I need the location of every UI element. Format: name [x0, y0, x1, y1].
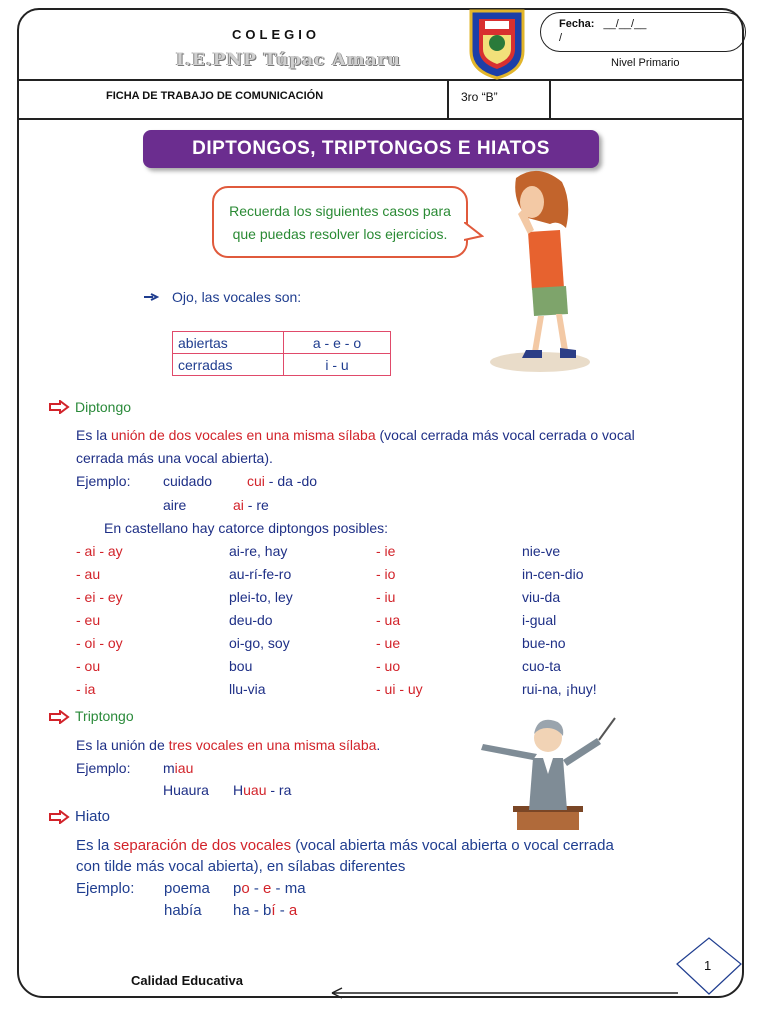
list-item: - ei - ey: [76, 589, 123, 605]
list-item: - ou: [76, 658, 101, 674]
arrow-icon: [48, 400, 70, 414]
vowel-letters-cell: i - u: [284, 354, 391, 376]
bubble-line-1: Recuerda los siguientes casos para: [229, 203, 451, 219]
example-rest: - ra: [266, 782, 292, 798]
list-item: llu-via: [229, 681, 266, 697]
definition-highlight: tres vocales en una misma sílaba: [168, 737, 377, 753]
example-rest: ha - b: [233, 902, 272, 919]
triptongo-heading: Triptongo: [75, 708, 134, 724]
example-highlight: ai: [233, 497, 244, 513]
list-item: bue-no: [522, 635, 566, 651]
list-item: i-gual: [522, 612, 557, 628]
example-highlight: e: [263, 880, 272, 897]
example-rest: p: [233, 880, 242, 897]
nivel-label: Nivel Primario: [611, 57, 680, 69]
definition-highlight: separación de dos vocales: [113, 837, 292, 854]
definition-text: Es la unión de: [76, 737, 169, 753]
example-rest: -: [249, 880, 264, 897]
definition-text: (vocal cerrada más vocal cerrada o vocal: [375, 427, 635, 443]
example-word: cuidado: [163, 473, 213, 489]
example-highlight: o: [241, 880, 250, 897]
grado-label: 3ro “B”: [461, 90, 498, 104]
list-item: in-cen-dio: [522, 566, 584, 582]
list-item: - iu: [376, 589, 396, 605]
example-word: había: [164, 902, 202, 919]
ejemplo-label: Ejemplo:: [76, 880, 135, 897]
example-highlight: cui: [247, 473, 265, 489]
diptongo-definition-line2: cerrada más una vocal abierta).: [76, 450, 273, 466]
school-crest-logo: [467, 7, 527, 81]
list-item: ai-re, hay: [229, 543, 288, 559]
example-word: aire: [163, 497, 187, 513]
bubble-tail: [464, 222, 484, 244]
definition-text: .: [376, 737, 381, 753]
list-item: - oi - oy: [76, 635, 123, 651]
table-row: [173, 332, 391, 354]
example-syllables: [233, 782, 291, 798]
list-item: rui-na, ¡huy!: [522, 681, 597, 697]
list-item: - au: [76, 566, 101, 582]
ejemplo-label: Ejemplo:: [76, 760, 131, 776]
list-item: - eu: [76, 612, 101, 628]
fecha-label: Fecha:: [559, 18, 595, 30]
list-item: deu-do: [229, 612, 273, 628]
example-rest: H: [233, 782, 244, 798]
list-item: cuo-ta: [522, 658, 561, 674]
table-row: [173, 354, 391, 376]
fecha-slash: /: [559, 32, 563, 44]
example-syllables: [233, 497, 269, 513]
example-rest: - da -do: [264, 473, 318, 489]
vowel-letters-cell: a - e - o: [284, 332, 391, 354]
hiato-heading: Hiato: [75, 808, 111, 825]
page-number: 1: [704, 958, 712, 973]
pointing-hand-icon: [143, 292, 159, 302]
hiato-definition-line2: con tilde más vocal abierta), en sílabas diferentes: [76, 858, 406, 875]
speech-bubble: [212, 186, 468, 258]
list-item: - io: [376, 566, 396, 582]
list-item: - ua: [376, 612, 401, 628]
example-syllables: [233, 902, 297, 919]
bubble-line-2: que puedas resolver los ejercicios.: [232, 226, 448, 242]
list-item: - ue: [376, 635, 401, 651]
triptongo-definition: [76, 737, 380, 753]
list-item: au-rí-fe-ro: [229, 566, 292, 582]
list-item: - ai - ay: [76, 543, 123, 559]
ojo-note: Ojo, las vocales son:: [172, 289, 302, 305]
arrow-icon: [48, 710, 70, 724]
list-item: plei-to, ley: [229, 589, 293, 605]
ficha-title: FICHA DE TRABAJO DE COMUNICACIÓN: [106, 90, 324, 102]
list-item: - ui - uy: [376, 681, 423, 697]
example-word: Huaura: [163, 782, 209, 798]
list-item: bou: [229, 658, 253, 674]
example-syllables: [247, 473, 317, 489]
example-rest: - ma: [271, 880, 306, 897]
diptongo-heading: Diptongo: [75, 399, 132, 415]
list-item: - ia: [76, 681, 96, 697]
catorce-note: En castellano hay catorce diptongos posibles:: [104, 520, 389, 536]
conductor-illustration: [477, 714, 617, 832]
header-divider-bottom: [17, 118, 744, 120]
header-divider: [17, 79, 744, 81]
list-item: oi-go, soy: [229, 635, 290, 651]
list-item: - ie: [376, 543, 396, 559]
header-cell-divider: [447, 79, 449, 119]
footer-text: Calidad Educativa: [131, 973, 243, 988]
hiato-definition: [76, 837, 614, 854]
example-highlight: a: [288, 902, 298, 919]
girl-illustration: [488, 168, 598, 380]
ejemplo-label: Ejemplo:: [76, 473, 131, 489]
header-cell-divider-2: [549, 79, 551, 119]
colegio-label: COLEGIO: [232, 27, 320, 42]
school-name: I.E.PNP Túpac Amaru: [176, 50, 401, 70]
definition-text: (vocal abierta más vocal abierta o vocal cerrada: [291, 837, 614, 854]
example-word: [163, 760, 193, 776]
example-highlight: uau: [243, 782, 267, 798]
example-highlight: í: [271, 902, 276, 919]
list-item: - uo: [376, 658, 401, 674]
page-title: DIPTONGOS, TRIPTONGOS E HIATOS: [143, 130, 599, 168]
example-rest: -: [275, 902, 289, 919]
fecha-field[interactable]: [559, 17, 646, 45]
arrow-icon: [48, 810, 70, 824]
list-item: viu-da: [522, 589, 561, 605]
example-syllables: [233, 880, 306, 897]
definition-text: Es la: [76, 837, 114, 854]
diptongo-definition: [76, 427, 635, 443]
vowel-type-cell: cerradas: [173, 354, 284, 376]
vowel-table: [172, 331, 391, 376]
fecha-value: __/__/__: [603, 18, 647, 30]
example-rest: - re: [243, 497, 269, 513]
definition-text: Es la: [76, 427, 112, 443]
vowel-type-cell: abiertas: [173, 332, 284, 354]
definition-highlight: unión de dos vocales en una misma sílaba: [111, 427, 376, 443]
example-word: poema: [164, 880, 210, 897]
example-rest: m: [163, 760, 175, 776]
list-item: nie-ve: [522, 543, 561, 559]
example-highlight: iau: [174, 760, 194, 776]
footer-arrow: [330, 986, 680, 1000]
